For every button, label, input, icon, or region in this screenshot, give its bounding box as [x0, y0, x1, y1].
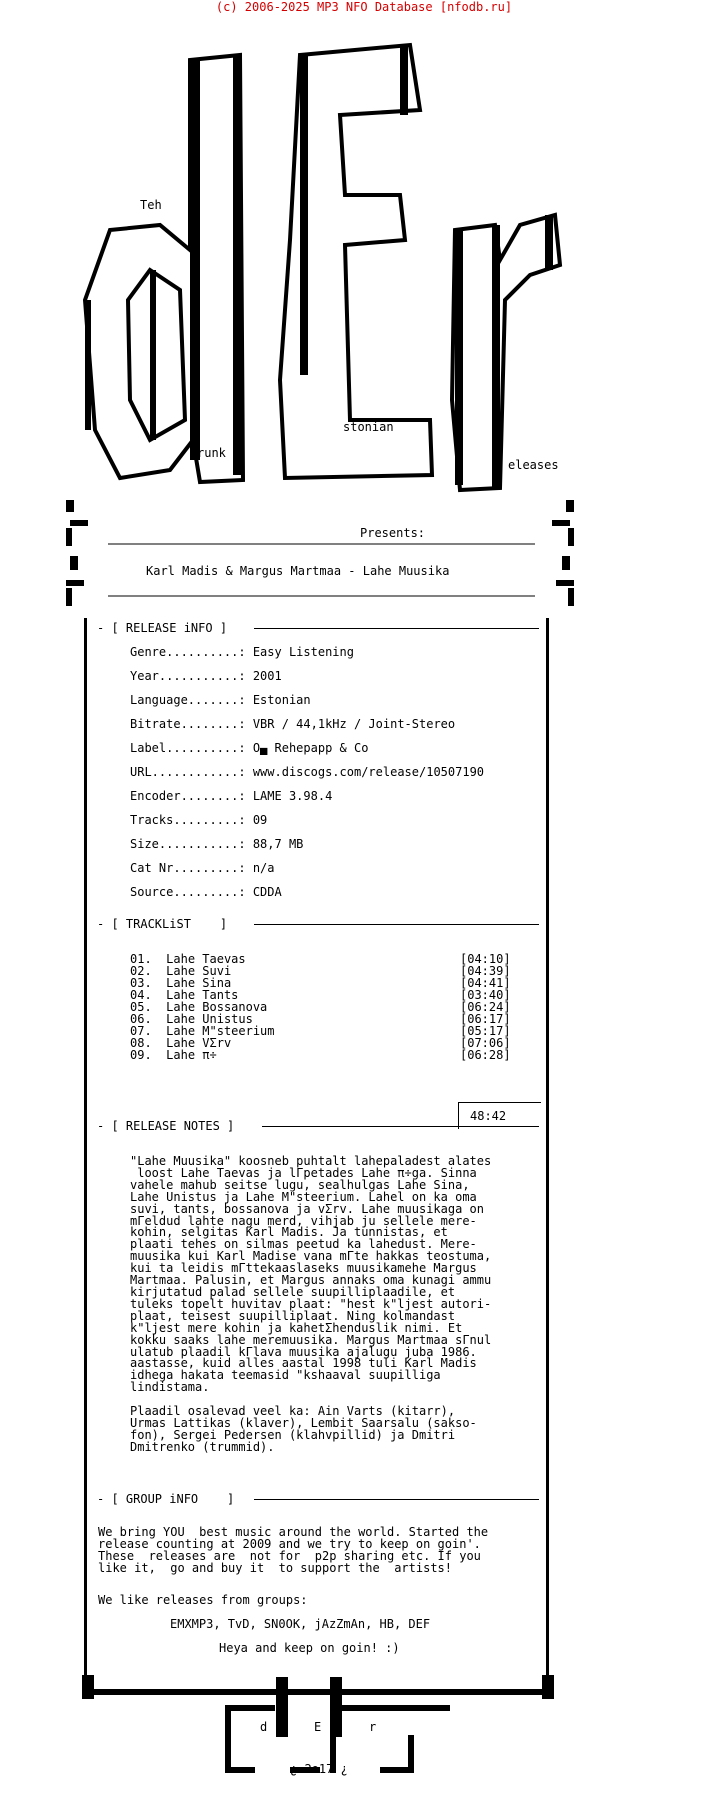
track-row: 08. Lahe VΣrv — [130, 1036, 232, 1050]
release-info-rule — [254, 628, 539, 629]
info-row-source: Source.........: CDDA — [130, 885, 282, 899]
info-row-tracks: Tracks.........: 09 — [130, 813, 268, 827]
info-row-language: Language.......: Estonian — [130, 693, 311, 707]
track-row: 09. Lahe π÷ — [130, 1048, 217, 1062]
section-release-info: - [ RELEASE iNFO ] — [97, 621, 228, 635]
track-time: [06:28] — [460, 1048, 511, 1062]
groups-intro: We like releases from groups: — [98, 1593, 308, 1607]
groups-list: EMXMP3, TvD, SN0OK, jAzZmAn, HB, DEF — [170, 1617, 431, 1631]
logo-word-releases: eleases — [508, 458, 559, 472]
track-time: [06:17] — [460, 1012, 511, 1026]
tracklist-rule — [254, 924, 539, 925]
track-row: 04. Lahe Tants — [130, 988, 239, 1002]
presents-label: Presents: — [360, 526, 426, 540]
release-title: Karl Madis & Margus Martmaa - Lahe Muusika — [146, 564, 450, 578]
info-row-catnr: Cat Nr.........: n/a — [130, 861, 275, 875]
track-time: [04:41] — [460, 976, 511, 990]
track-time: [06:24] — [460, 1000, 511, 1014]
info-row-encoder: Encoder........: LAME 3.98.4 — [130, 789, 333, 803]
info-row-size: Size...........: 88,7 MB — [130, 837, 304, 851]
right-rail — [546, 618, 549, 1680]
release-notes-rule — [262, 1126, 539, 1127]
logo-word-teh: Teh — [140, 198, 162, 212]
track-time: [03:40] — [460, 988, 511, 1002]
footer-letter-e: E — [314, 1720, 322, 1734]
section-group-info: - [ GROUP iNFO ] — [97, 1492, 235, 1506]
nfodb-credit: (c) 2006-2025 MP3 NFO Database [nfodb.ru] — [215, 0, 513, 14]
logo-word-drunk: runk — [197, 446, 226, 460]
presents-frame — [60, 500, 580, 625]
group-info-rule — [254, 1499, 539, 1500]
info-row-bitrate: Bitrate........: VBR / 44,1kHz / Joint-Stereo — [130, 717, 456, 731]
signoff: Heya and keep on goin! :) — [219, 1641, 400, 1655]
track-row: 07. Lahe M"steerium — [130, 1024, 275, 1038]
track-row: 06. Lahe Unistus — [130, 1012, 253, 1026]
section-release-notes: - [ RELEASE NOTES ] — [97, 1119, 235, 1133]
left-rail — [84, 618, 87, 1680]
track-time: [04:10] — [460, 952, 511, 966]
track-row: 01. Lahe Taevas — [130, 952, 246, 966]
release-notes-text: "Lahe Muusika" koosneb puhtalt lahepaladest alates loost Lahe Taevas ja lΓpetades Lahe π÷ga. Sinna vahele mahub seitse lugu, sealhulgas Lahe Sina, Lahe Unistus ja Lahe M"steerium. Lahel on ka oma suvi, tants, bossanova ja vΣrv. Lahe muusikaga on mΓeldud lahte nagu merd, vihjab ju sellele mere- kohin, selgitas Karl Madis. Ja tunnistas, et plaati tehes on silmas peetud ka lahedust. Mere- muusika kui Karl Madise vana mΓte hakkas teostuma, kui ta leidis mΓttekaaslaseks muusikamehe Margus Martmaa. Palusin, et Margus annaks oma kunagi ammu kirjutatud palad sellele suupilliplaadile, et tuleks topelt huvitav plaat: "hest k"ljest autori- plaat, teisest suupilliplaat. Ning kolmandast k"ljest mere kohin ja kahetΣhenduslik nimi. Et kokku saaks lahe meremuusika. Margus Martmaa sΓnul ulatub plaadil kΓlava muusika ajalugu juba 1986. aastasse, kuid alles aastal 1998 tuli Karl Madis idhega hakata teemasid "kshaaval suupilliga lindistama. Plaadil osalevad veel ka: Ain Varts (kitarr), Urmas Lattikas (klaver), Lembit Saarsalu (sakso- fon), Sergei Pedersen (klahvpillid) ja Dmitri Dmitrenko (trummid). — [130, 1154, 492, 1454]
info-row-year: Year...........: 2001 — [130, 669, 282, 683]
track-time: [04:39] — [460, 964, 511, 978]
total-time: 48:42 — [470, 1109, 507, 1123]
info-row-label: Label..........: O▄ Rehepapp & Co — [130, 741, 369, 755]
logo-word-estonian: stonian — [343, 420, 394, 434]
info-row-url: URL............: www.discogs.com/release/10507190 — [130, 765, 485, 779]
info-row-genre: Genre..........: Easy Listening — [130, 645, 354, 659]
section-tracklist: - [ TRACKLiST ] — [97, 917, 228, 931]
footer-letter-d: d — [260, 1720, 268, 1734]
track-row: 03. Lahe Sina — [130, 976, 232, 990]
track-row: 02. Lahe Suvi — [130, 964, 232, 978]
track-time: [07:06] — [460, 1036, 511, 1050]
footer-letter-r: r — [369, 1720, 377, 1734]
track-time: [05:17] — [460, 1024, 511, 1038]
group-info-text: We bring YOU best music around the world. Started the release counting at 2009 and we try to keep on goin'. These releases are not for p2p sharing etc. If you like it, go and buy it to support the artists! — [98, 1525, 489, 1575]
der-logo — [0, 20, 728, 500]
track-row: 05. Lahe Bossanova — [130, 1000, 268, 1014]
footer-year: ¿ 2o17 ¿ — [290, 1762, 348, 1776]
